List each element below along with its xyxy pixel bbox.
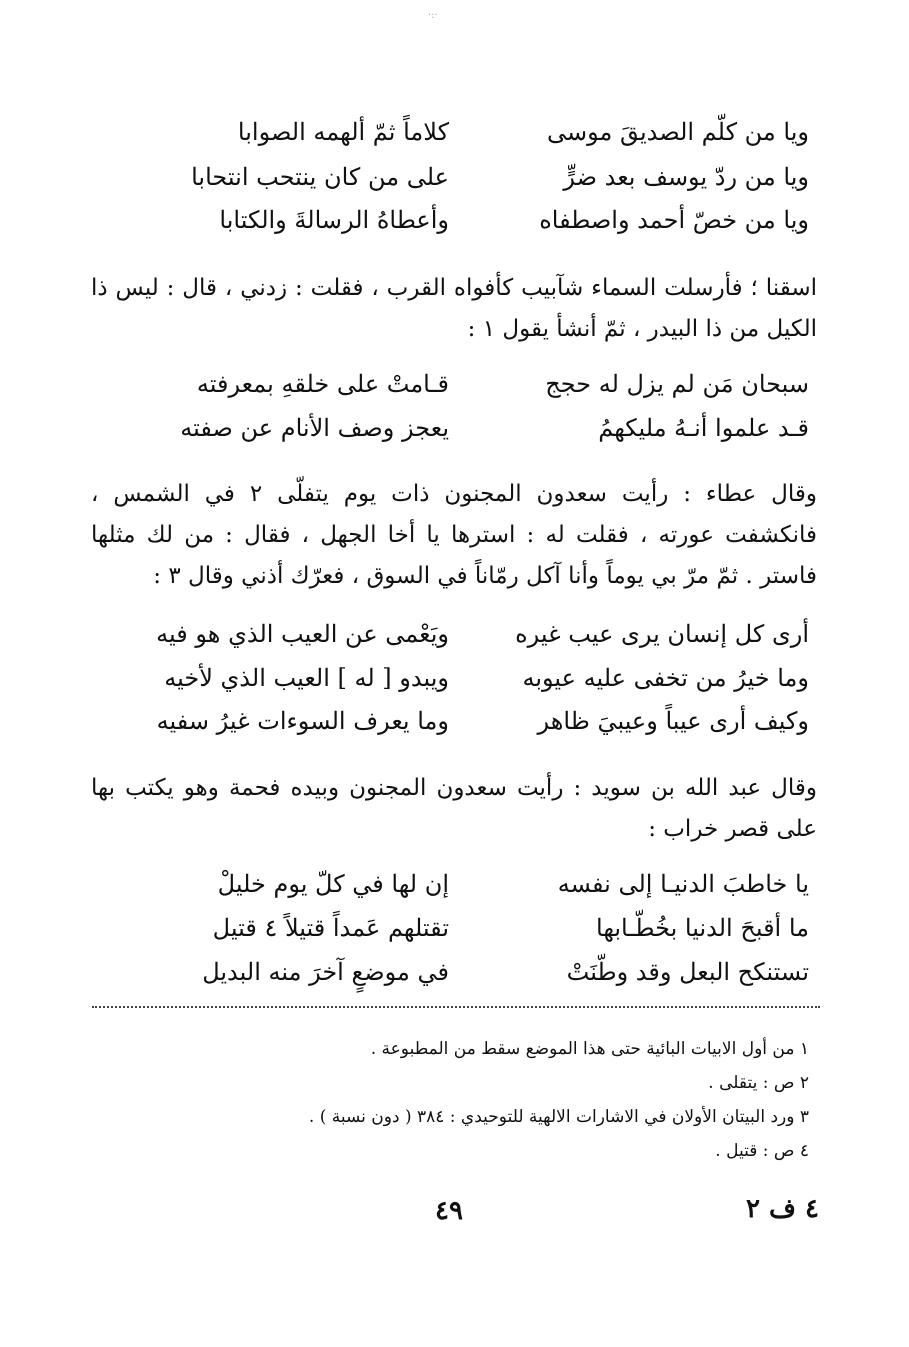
verse-hemistich-1: وكيف أرى عيباً وعيبيَ ظاهر (537, 707, 809, 735)
verse-line (156, 701, 809, 741)
verse-hemistich-2: في موضعٍ آخرَ منه البديل (202, 958, 449, 986)
verse-hemistich-2: قـامتْ على خلقهِ بمعرفته (196, 370, 449, 398)
prose-paragraph: وقال عطاء : رأيت سعدون المجنون ذات يوم يتفلّى ٢ في الشمس ، فانكشفت عورته ، فقلت له : استرها يا أخا الجهل ، فقال : من لك مثلها فاستر . ثمّ مرّ بي يوماً وأنا آكل رمّاناً في السوق ، فعرّك أذني وقال ٣ : (91, 481, 817, 589)
verse-hemistich-2: كلاماً ثمّ ألهمه الصوابا (237, 118, 449, 146)
verse-line (169, 364, 809, 404)
verse-hemistich-1: يا خاطبَ الدنيـا إلى نفسه (557, 870, 809, 898)
verse-hemistich-1: قـد علموا أنـهُ مليكهمُ (598, 414, 809, 442)
footnote-separator (92, 1006, 820, 1008)
verse-hemistich-1: أرى كل إنسان يرى عيب غيره (515, 620, 809, 648)
verse-hemistich-1: ما أقبحَ الدنيا بخُطّـابها (596, 914, 809, 942)
verse-line (169, 157, 809, 197)
verse-hemistich-2: وما يعرف السوءات غيرُ سفيه (156, 707, 449, 735)
footnote: ٣ ورد البيتان الأولان في الاشارات الالهية للتوحيدي : ٣٨٤ ( دون نسبة ) . (308, 1107, 809, 1127)
verse-line (169, 864, 809, 904)
verse-line (169, 408, 809, 448)
prose-paragraph: وقال عبد الله بن سويد : رأيت سعدون المجنون وبيده فحمة وهو يكتب بها على قصر خراب : (91, 775, 817, 842)
signature-mark: ٤ ف ٢ (746, 1194, 819, 1224)
footnote: ١ من أول الابيات البائية حتى هذا الموضع سقط من المطبوعة . (370, 1039, 809, 1059)
verse-hemistich-1: ويا من كلّم الصديقَ موسى (546, 118, 809, 146)
verse-hemistich-2: ويَعْمى عن العيب الذي هو فيه (156, 620, 449, 648)
prose-paragraph: اسقنا ؛ فأرسلت السماء شآبيب كأفواه القرب ، فقلت : زدني ، قال : ليس ذا الكيل من ذا البيدر ، ثمّ أنشأ يقول ١ : (91, 275, 817, 342)
verse-line (169, 908, 809, 948)
verse-hemistich-1: ويا من خصّ أحمد واصطفاه (539, 206, 809, 234)
page-number: ٤٩ (435, 1196, 463, 1226)
document-page: ·:· ويا من كلّم الصديقَ موسى كلاماً ثمّ ألهمه الصوابا ويا من ردّ يوسف بعد ضرٍّ على من كان ينتحب انتحابا ويا من خصّ أحمد واصطفاه وأعطاهُ الرسالةَ والكتابا اسقنا ؛ فأرسلت السماء شآبيب كأفواه القرب ، فقلت : زدني ، قال : ليس ذا الكيل من ذا البيدر ، ثمّ أنشأ يقول ١ : سبحان مَن لم يزل له حجج قـامتْ على خلقهِ بمعرفته قـد علموا أنـهُ مليكهمُ يعجز وصف الأنام عن صفته وقال عطاء : رأيت سعدون المجنون ذات يوم يتفلّى ٢ في الشمس ، فانكشفت عورته ، فقلت له : استرها يا أخا الجهل ، فقال : من لك مثلها فاستر . ثمّ مرّ بي يوماً وأنا آكل رمّاناً في السوق ، فعرّك أذني وقال ٣ : أرى كل إنسان يرى عيب غيره ويَعْمى عن العيب الذي هو فيه وما خيرُ من تخفى عليه عيوبه ويبدو [ له ] العيب الذي لأخيه وكيف أرى عيباً وعيبيَ ظاهر وما يعرف السوءات غيرُ سفيه وقال عبد الله بن سويد : رأيت سعدون المجنون وبيده فحمة وهو يكتب بها على قصر خراب : يا خاطبَ الدنيـا إلى نفسه إن لها في كلّ يوم خليلْ ما أقبحَ الدنيا بخُطّـابها تقتلهم عَمداً قتيلاً ٤ قتيل تستنكح البعل وقد وطّنَتْ في موضعٍ آخرَ منه البديل ١ من أول الابيات البائية حتى هذا الموضع سقط من المطبوعة . ٢ ص : يتقلى . ٣ ورد البيتان الأولان في الاشارات الالهية للتوحيدي : ٣٨٤ ( دون نسبة ) . ٤ ص : قتيل . ٤ ف ٢ ٤٩ (91, 10, 819, 1226)
footnote: ٢ ص : يتقلى . (708, 1073, 809, 1093)
verse-hemistich-2: وأعطاهُ الرسالةَ والكتابا (219, 206, 449, 234)
verse-line (169, 200, 809, 240)
verse-hemistich-2: ويبدو [ له ] العيب الذي لأخيه (164, 664, 449, 692)
verse-hemistich-2: تقتلهم عَمداً قتيلاً ٤ قتيل (212, 914, 449, 942)
verse-line (169, 112, 809, 152)
verse-line (156, 614, 809, 654)
verse-hemistich-1: وما خيرُ من تخفى عليه عيوبه (522, 664, 809, 692)
verse-line (169, 952, 809, 992)
verse-line (164, 658, 809, 698)
verse-hemistich-1: تستنكح البعل وقد وطّنَتْ (566, 958, 809, 986)
verse-hemistich-1: ويا من ردّ يوسف بعد ضرٍّ (563, 163, 809, 191)
verse-hemistich-1: سبحان مَن لم يزل له حجج (545, 370, 809, 398)
verse-hemistich-2: على من كان ينتحب انتحابا (191, 163, 449, 191)
footnote: ٤ ص : قتيل . (715, 1141, 809, 1161)
verse-hemistich-2: إن لها في كلّ يوم خليلْ (217, 870, 449, 898)
verse-hemistich-2: يعجز وصف الأنام عن صفته (180, 414, 449, 442)
